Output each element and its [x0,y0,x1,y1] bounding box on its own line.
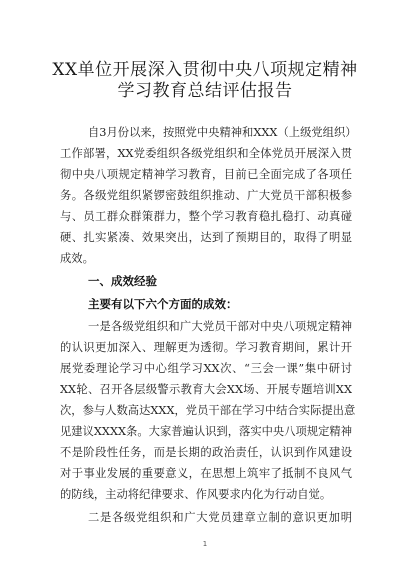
paragraph-line: 对于事业发展的重要意义，在思想上筑牢了抵制不良风气 [60,467,352,480]
intro-line: 工作部署，XX党委组织各级党组织和全体党员开展深入贯 [60,147,352,160]
paragraph-line: 见建议XXXX条。大家普遍认识到，落实中央八项规定精神 [60,425,353,438]
paragraph-line: 二是各级党组织和广大党员建章立制的意识更加明 [88,511,352,524]
paragraph-line: 次，参与人数高达XXX，党员干部在学习中结合实际提出意 [60,404,356,417]
paragraph-line: 一是各级党组织和广大党员干部对中央八项规定精神 [88,320,352,333]
paragraph-line: 的认识更加深入、理解更为透彻。学习教育期间，累计开 [60,341,352,354]
subheading: 主要有以下六个方面的成效： [88,297,238,311]
paragraph-line: 不是阶段性任务，而是长期的政治责任，认识到作风建设 [60,446,352,459]
document-title-line-2: 学习教育总结评估报告 [117,81,293,101]
intro-line: 务。各级党组织紧锣密鼓组织推动、广大党员干部积极参 [60,189,352,202]
paragraph-line: XX轮、召开各层级警示教育大会XX场、开展专题培训XX [60,383,352,396]
intro-line: 彻中央八项规定精神学习教育，目前已全面完成了各项任 [60,168,352,181]
intro-line: 自3月份以来，按照党中央精神和XXX（上级党组织） [88,126,357,139]
intro-line: 与、员工群众群策群力，整个学习教育稳扎稳打、动真碰 [60,210,352,223]
paragraph-line: 展党委理论学习中心组学习XX次、“三会一课”集中研讨 [60,362,352,375]
intro-line: 成效。 [60,252,94,265]
document-title-line-1: XX单位开展深入贯彻中央八项规定精神 [52,60,358,80]
paragraph-line: 的防线，主动将纪律要求、作风要求内化为行动自觉。 [60,488,332,501]
page-number: 1 [202,540,208,548]
section-heading: 一、成效经验 [88,274,157,288]
intro-line: 硬、扎实紧凑、效果突出，达到了预期目的，取得了明显 [60,231,352,244]
